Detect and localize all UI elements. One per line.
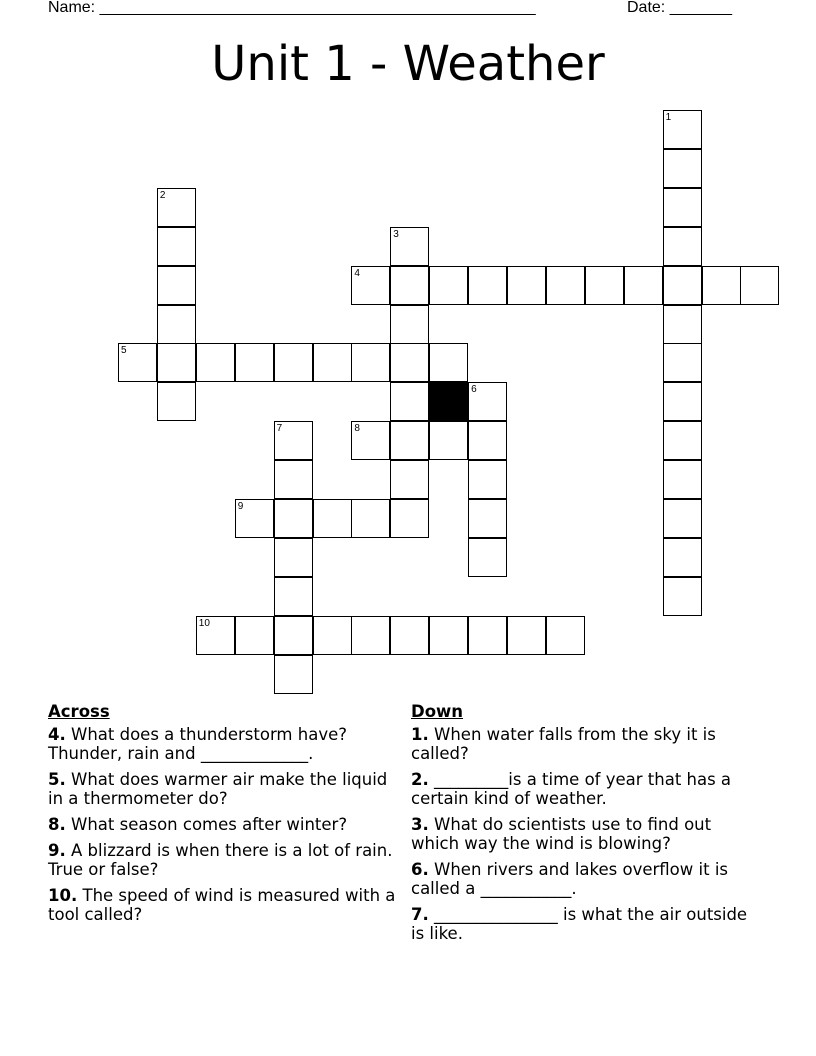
crossword-cell[interactable]: [468, 499, 507, 538]
crossword-cell[interactable]: [274, 616, 313, 655]
crossword-cell[interactable]: [157, 305, 196, 344]
crossword-clue-number: 8: [354, 423, 360, 435]
crossword-cell[interactable]: [468, 460, 507, 499]
down-clues: [411, 702, 756, 950]
crossword-cell[interactable]: [274, 343, 313, 382]
crossword-cell[interactable]: [274, 460, 313, 499]
crossword-cell[interactable]: [663, 577, 702, 616]
clue-number: 5.: [48, 770, 66, 789]
crossword-cell[interactable]: [624, 266, 663, 305]
crossword-clue-number: 9: [237, 501, 244, 512]
crossword-cell[interactable]: [351, 499, 390, 538]
crossword-cell[interactable]: [663, 382, 702, 421]
crossword-cell[interactable]: [663, 227, 702, 266]
clue-down-2: [411, 770, 756, 808]
crossword-cell[interactable]: [429, 421, 468, 460]
clue-text: What does warmer air make the liquid in a thermometer do?: [48, 770, 388, 808]
crossword-cell[interactable]: [274, 538, 313, 577]
crossword-cell[interactable]: [663, 266, 702, 305]
crossword-clue-number: 7: [276, 423, 283, 435]
clue-number: 10.: [48, 886, 78, 905]
crossword-cell[interactable]: [429, 616, 468, 655]
clue-text: When rivers and lakes overflow it is called a ___________.: [411, 860, 728, 898]
crossword-cell[interactable]: [351, 343, 390, 382]
crossword-cell[interactable]: [274, 577, 313, 616]
across-clues: [48, 702, 398, 931]
crossword-cell[interactable]: [429, 266, 468, 305]
crossword-cell[interactable]: [663, 188, 702, 227]
across-heading: Across: [48, 702, 110, 721]
clue-text: A blizzard is when there is a lot of rain. True or false?: [48, 841, 393, 879]
clue-number: 1.: [411, 725, 429, 744]
crossword-clue-number: 2: [159, 189, 166, 201]
clue-number: 4.: [48, 725, 66, 744]
crossword-cell[interactable]: [157, 343, 196, 382]
crossword-cell[interactable]: [468, 266, 507, 305]
clue-number: 3.: [411, 815, 429, 834]
crossword-cell[interactable]: [663, 499, 702, 538]
clue-text: What do scientists use to find out which way the wind is blowing?: [411, 815, 712, 853]
crossword-cell[interactable]: [507, 266, 546, 305]
clue-across-8: [48, 815, 398, 834]
crossword-cell[interactable]: [663, 343, 702, 382]
crossword-cell[interactable]: [507, 616, 546, 655]
crossword-cell[interactable]: [546, 266, 585, 305]
crossword-cell[interactable]: [390, 616, 429, 655]
clue-down-1: [411, 725, 756, 763]
crossword-clue-number: 3: [393, 228, 399, 240]
crossword-cell[interactable]: [235, 616, 274, 655]
page-title: Unit 1 - Weather: [211, 36, 605, 92]
crossword-cell[interactable]: [585, 266, 624, 305]
clue-text: _______________ is what the air outside is like.: [411, 905, 748, 943]
clue-number: 7.: [411, 905, 429, 924]
clue-down-6: [411, 860, 756, 898]
crossword-cell[interactable]: [663, 460, 702, 499]
crossword-cell[interactable]: [468, 616, 507, 655]
clue-number: 6.: [411, 860, 429, 879]
clue-number: 2.: [411, 770, 429, 789]
crossword-cell[interactable]: [663, 421, 702, 460]
crossword-cell[interactable]: [663, 149, 702, 188]
crossword-cell[interactable]: [274, 655, 313, 694]
crossword-cell[interactable]: [390, 460, 429, 499]
crossword-black-cell: [429, 382, 468, 421]
crossword-cell[interactable]: [313, 343, 352, 382]
crossword-cell[interactable]: [157, 382, 196, 421]
crossword-cell[interactable]: [274, 499, 313, 538]
crossword-cell[interactable]: [390, 382, 429, 421]
crossword-cell[interactable]: [468, 538, 507, 577]
clue-number: 9.: [48, 841, 66, 860]
crossword-cell[interactable]: [702, 266, 741, 305]
crossword-cell[interactable]: [390, 421, 429, 460]
crossword-cell[interactable]: [390, 343, 429, 382]
crossword-cell[interactable]: [157, 266, 196, 305]
clue-text: What does a thunderstorm have? Thunder, rain and _____________.: [48, 725, 347, 763]
crossword-cell[interactable]: [546, 616, 585, 655]
crossword-cell[interactable]: [390, 499, 429, 538]
clue-text: What season comes after winter?: [71, 815, 348, 834]
crossword-cell[interactable]: [351, 616, 390, 655]
clue-across-10: [48, 886, 398, 924]
clue-text: When water falls from the sky it is called?: [411, 725, 716, 763]
crossword-cell[interactable]: [235, 343, 274, 382]
clue-across-9: [48, 841, 398, 879]
crossword-cell[interactable]: [663, 305, 702, 344]
crossword-clue-number: 10: [198, 617, 210, 629]
crossword-clue-number: 1: [665, 112, 672, 123]
crossword-cell[interactable]: [468, 421, 507, 460]
crossword-cell[interactable]: [313, 499, 352, 538]
crossword-clue-number: 6: [471, 384, 477, 396]
crossword-cell[interactable]: [390, 266, 429, 305]
crossword-cell[interactable]: [740, 266, 779, 305]
clue-text: _________is a time of year that has a certain kind of weather.: [411, 770, 732, 808]
down-heading: Down: [411, 702, 464, 721]
clue-across-4: [48, 725, 398, 763]
clue-text: The speed of wind is measured with a tool called?: [48, 886, 396, 924]
clue-down-3: [411, 815, 756, 853]
crossword-cell[interactable]: [663, 538, 702, 577]
date-field-label[interactable]: Date: _______: [627, 0, 732, 16]
name-field-label[interactable]: Name: _________________________________________________: [48, 0, 536, 16]
crossword-cell[interactable]: [390, 305, 429, 344]
crossword-clue-number: 4: [354, 267, 360, 279]
crossword-cell[interactable]: [196, 343, 235, 382]
crossword-cell[interactable]: [313, 616, 352, 655]
clue-across-5: [48, 770, 398, 808]
clue-number: 8.: [48, 815, 66, 834]
crossword-cell[interactable]: [429, 343, 468, 382]
crossword-cell[interactable]: [157, 227, 196, 266]
crossword-clue-number: 5: [121, 345, 127, 357]
clue-down-7: [411, 905, 756, 943]
